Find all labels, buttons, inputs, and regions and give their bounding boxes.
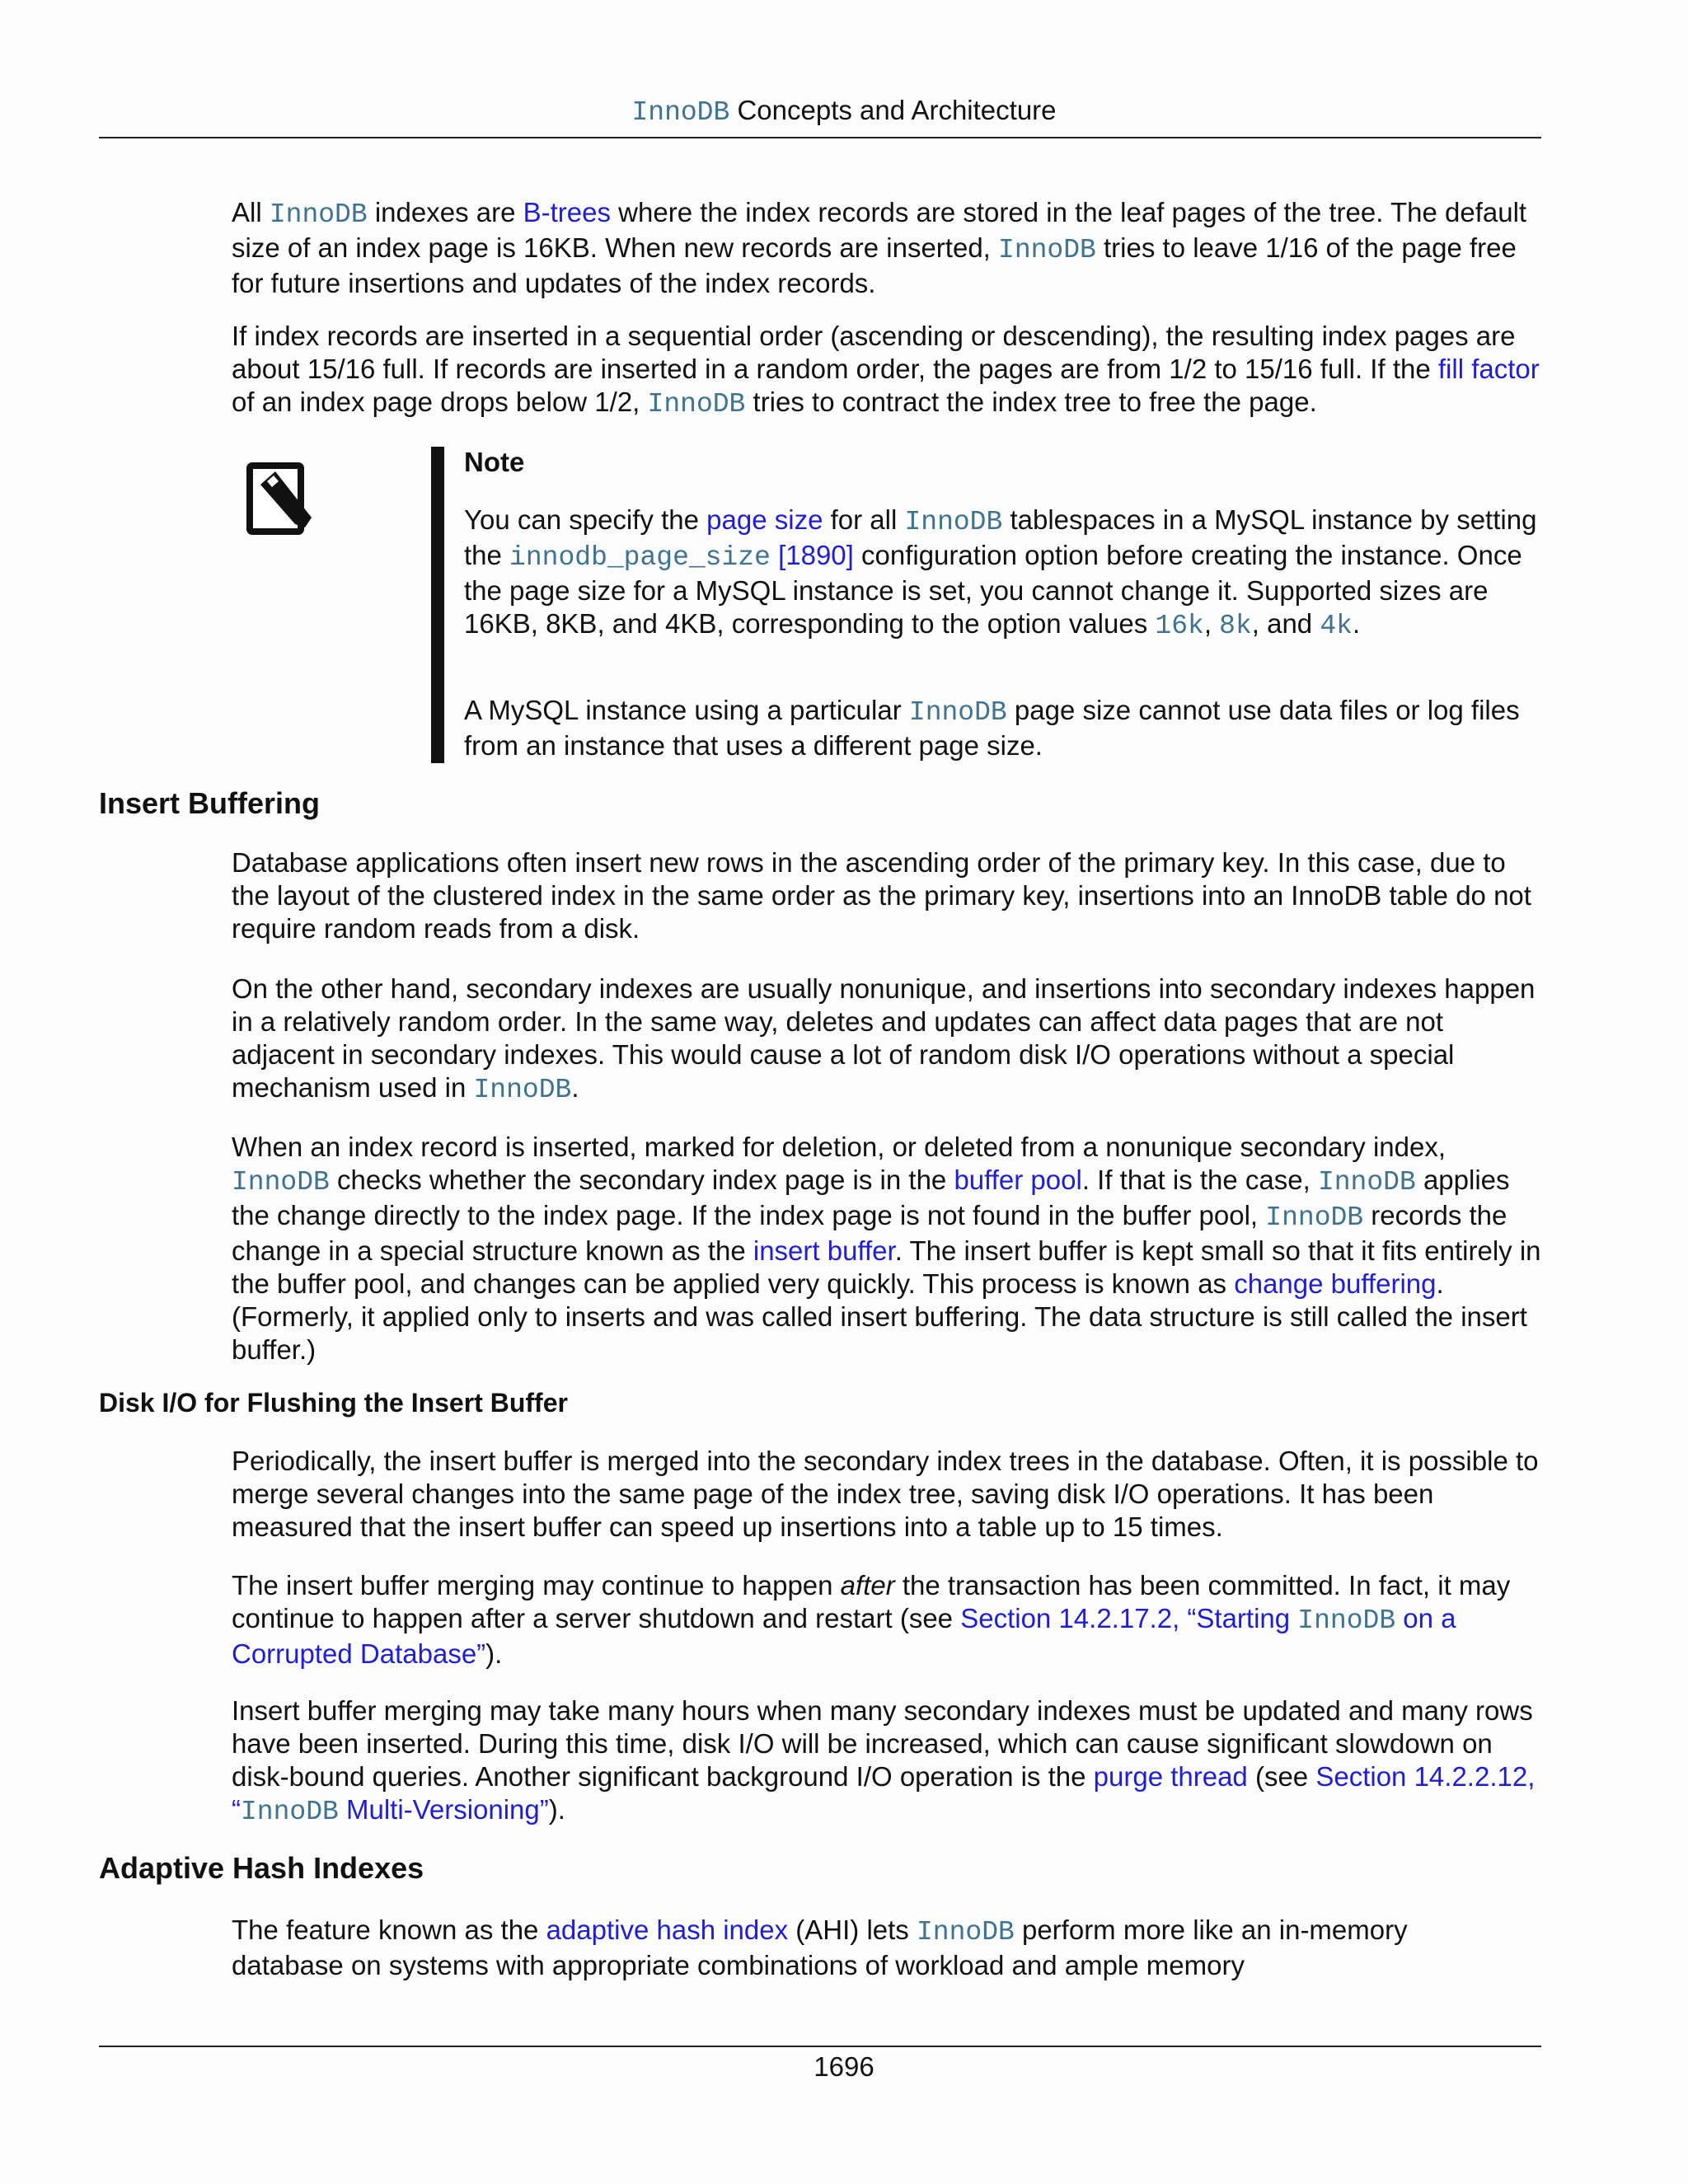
text: tries to leave 1/16 of the page free for future insertions and updates of the index records. (232, 232, 1517, 298)
footer-rule (99, 2046, 1541, 2047)
paragraph-secondary-indexes (232, 972, 1546, 1107)
heading-disk-io-flushing: Disk I/O for Flushing the Insert Buffer (99, 1388, 568, 1418)
code-innodb: InnoDB (232, 1167, 330, 1197)
code-innodb: InnoDB (904, 507, 1003, 537)
link-page-size[interactable]: page size (706, 504, 823, 535)
link-buffer-pool[interactable]: buffer pool (954, 1165, 1082, 1195)
text: A MySQL instance using a particular (464, 695, 909, 725)
text: checks whether the secondary index page is in the (329, 1165, 954, 1195)
text: indexes are (367, 197, 523, 227)
text: perform more like an in-memory database on systems with appropriate combinations of workload and ample memory (232, 1915, 1408, 1980)
code-innodb: InnoDB (1317, 1167, 1416, 1197)
text: On the other hand, secondary indexes are usually nonunique, and insertions into secondary indexes happen in a relatively random order. In the same way, deletes and updates can affect data pages that are not adjacent in secondary indexes. This would cause a lot of random disk I/O operations without a special mechanism used in (232, 973, 1536, 1103)
header-title: Concepts and Architecture (729, 95, 1057, 125)
code-innodb: InnoDB (269, 199, 368, 230)
text: page size cannot use data files or log files from an instance that uses a different page size. (464, 695, 1520, 761)
header-rule (99, 137, 1541, 138)
link-insert-buffer[interactable]: insert buffer (753, 1235, 895, 1266)
link-text: Section 14.2.2.12, “ (232, 1761, 1536, 1825)
text: . (1352, 608, 1361, 639)
link-change-buffering[interactable]: change buffering (1234, 1268, 1437, 1299)
code-innodb: InnoDB (473, 1075, 572, 1105)
link-adaptive-hash-index[interactable]: adaptive hash index (546, 1915, 789, 1945)
text: When an index record is inserted, marked for deletion, or deleted from a nonunique secondary index, (232, 1132, 1447, 1162)
code-16k: 16k (1155, 611, 1204, 641)
code-innodb: InnoDB (916, 1917, 1015, 1947)
text: tablespaces in a MySQL instance by setting the (464, 504, 1537, 570)
text: configuration option before creating the instance. Once the page size for a MySQL instance is set, you cannot change it. Supported sizes are 16KB, 8KB, and 4KB, corresponding to the option values (464, 540, 1522, 639)
code-innodb-page-size: innodb_page_size (509, 542, 771, 573)
text: records the change in a special structure known as the (232, 1200, 1507, 1266)
link-text: on a Corrupted Database” (232, 1603, 1456, 1669)
header-code: InnoDB (631, 97, 730, 128)
heading-insert-buffering: Insert Buffering (99, 786, 321, 820)
note-paragraph-instance (464, 694, 1544, 762)
link-b-trees[interactable]: B-trees (523, 197, 611, 227)
code-innodb: InnoDB (1297, 1605, 1396, 1636)
paragraph-btree-pages (232, 196, 1546, 300)
text: ). (548, 1794, 565, 1825)
code-innodb: InnoDB (1265, 1202, 1364, 1233)
text: applies the change directly to the index page. If the index page is not found in the buffer pool, (232, 1165, 1510, 1230)
emphasis-after: after (840, 1570, 895, 1601)
text: , and (1251, 608, 1320, 639)
text: . If that is the case, (1081, 1165, 1318, 1195)
text: ). (485, 1638, 503, 1669)
text: the transaction has been committed. In fact, it may continue to happen after a server shutdown and restart (see (232, 1570, 1511, 1633)
text: for all (823, 504, 905, 535)
text: (see (1247, 1761, 1316, 1792)
code-4k: 4k (1320, 611, 1353, 641)
link-purge-thread[interactable]: purge thread (1093, 1761, 1248, 1792)
text: . (571, 1072, 579, 1103)
text: tries to contract the index tree to free the page. (745, 387, 1317, 417)
paragraph-merge-after-commit (232, 1569, 1546, 1671)
code-innodb: InnoDB (998, 235, 1096, 265)
text: Insert buffer merging may take many hours when many secondary indexes must be updated and many rows have been inserted. During this time, disk I/O will be increased, which can cause significant slowdown on disk-bound queries. Another significant background I/O operation is the (232, 1695, 1533, 1792)
paragraph-change-buffering (232, 1131, 1546, 1366)
running-header (0, 94, 1688, 129)
text: All (232, 197, 270, 227)
note-paragraph-page-size (464, 504, 1544, 643)
code-innodb: InnoDB (908, 697, 1007, 728)
text: of an index page drops below 1/2, (232, 387, 648, 417)
heading-adaptive-hash-indexes: Adaptive Hash Indexes (99, 1851, 424, 1885)
link-ref: [1890] (770, 540, 854, 570)
text: , (1203, 608, 1220, 639)
note-pencil-icon (246, 462, 316, 539)
paragraph-ahi (232, 1914, 1423, 1982)
code-innodb: InnoDB (241, 1797, 339, 1827)
text: . The insert buffer is kept small so that it fits entirely in the buffer pool, and changes can be applied very quickly. This process is known as (232, 1235, 1541, 1299)
text: (AHI) lets (788, 1915, 917, 1945)
paragraph-merge-periodically: Periodically, the insert buffer is merged into the secondary index trees in the database. Often, it is possible to merge several changes into the same page of the index tree, saving disk I/O operations. It has been measured that the insert buffer can speed up insertions into a table up to 15 times. (232, 1446, 1539, 1542)
text: The insert buffer merging may continue to happen (232, 1570, 841, 1601)
link-text: Section 14.2.17.2, “Starting (960, 1603, 1298, 1633)
link-innodb-page-size[interactable] (509, 540, 854, 573)
text: You can specify the (464, 504, 707, 535)
text: If index records are inserted in a sequential order (ascending or descending), the resulting index pages are about 15/16 full. If records are inserted in a random order, the pages are from 1/2 to 15/16 full. If the (232, 321, 1516, 384)
note-bar (431, 447, 444, 763)
link-fill-factor[interactable]: fill factor (1437, 354, 1540, 384)
code-innodb: InnoDB (647, 389, 746, 419)
text: . (Formerly, it applied only to inserts and was called insert buffering. The data structure is still called the insert buffer.) (232, 1268, 1527, 1365)
text: The feature known as the (232, 1915, 546, 1945)
paragraph-fill-factor (232, 320, 1546, 421)
note-title: Note (464, 447, 525, 477)
page-number: 1696 (814, 2051, 874, 2082)
paragraph-merge-hours (232, 1694, 1546, 1829)
text: where the index records are stored in the leaf pages of the tree. The default size of an index page is 16KB. When new records are inserted, (232, 197, 1527, 263)
paragraph-ascending-order: Database applications often insert new rows in the ascending order of the primary key. In this case, due to the layout of the clustered index in the same order as the primary key, insertions into an InnoDB table do not require random reads from a disk. (232, 847, 1531, 944)
code-8k: 8k (1219, 611, 1252, 641)
link-text: Multi-Versioning” (338, 1794, 549, 1825)
